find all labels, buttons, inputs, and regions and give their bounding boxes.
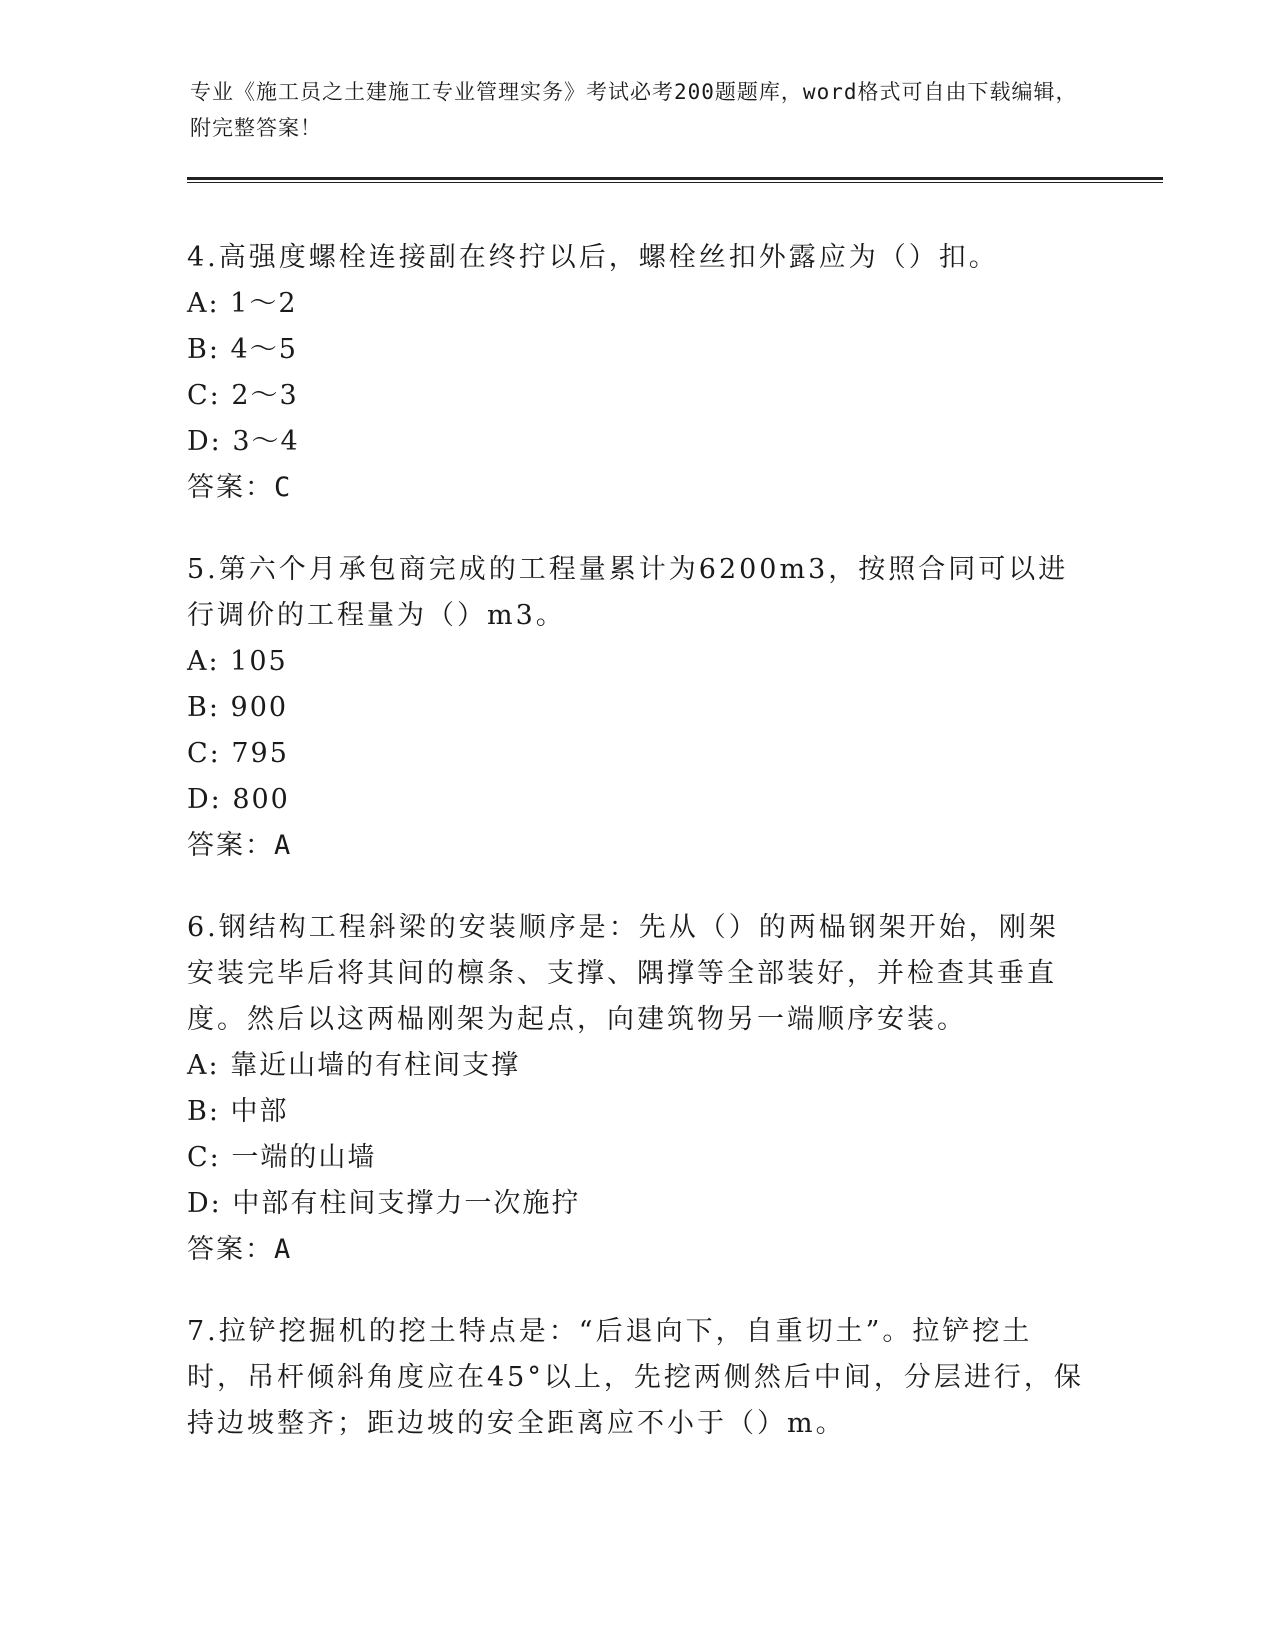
document-header: 专业《施工员之土建施工专业管理实务》考试必考200题题库，word格式可自由下载编辑，附完整答案！: [190, 80, 1078, 140]
option-a: A: 靠近山墙的有柱间支撑: [187, 1050, 521, 1081]
option-b: B: 4～5: [187, 334, 298, 365]
question-4: [187, 235, 1087, 511]
option-c: C: 一端的山墙: [187, 1142, 377, 1173]
option-c: C: 795: [187, 738, 289, 769]
question-stem: 5.第六个月承包商完成的工程量累计为6200m3，按照合同可以进行调价的工程量为（）m3。: [187, 554, 1069, 631]
option-d: D: 中部有柱间支撑力一次施拧: [187, 1188, 581, 1219]
answer-line: 答案：A: [187, 830, 293, 861]
question-7: [187, 1309, 1087, 1447]
header-divider: [187, 177, 1163, 180]
header-divider-thin: [187, 182, 1163, 183]
question-list: [187, 235, 1087, 1483]
option-d: D: 3～4: [187, 426, 300, 457]
question-stem: 6.钢结构工程斜梁的安装顺序是：先从（）的两榀钢架开始，刚架安装完毕后将其间的檩条、支撑、隅撑等全部装好，并检查其垂直度。然后以这两榀刚架为起点，向建筑物另一端顺序安装。: [187, 912, 1059, 1035]
option-c: C: 2～3: [187, 380, 299, 411]
answer-line: 答案：A: [187, 1234, 293, 1265]
option-d: D: 800: [187, 784, 290, 815]
answer-line: 答案：C: [187, 472, 293, 503]
question-6: [187, 905, 1087, 1273]
option-a: A: 105: [187, 646, 288, 677]
option-b: B: 中部: [187, 1096, 289, 1127]
option-a: A: 1～2: [187, 288, 298, 319]
question-stem: 4.高强度螺栓连接副在终拧以后，螺栓丝扣外露应为（）扣。: [187, 242, 999, 273]
question-5: [187, 547, 1087, 869]
option-b: B: 900: [187, 692, 289, 723]
question-stem: 7.拉铲挖掘机的挖土特点是：“后退向下，自重切土”。拉铲挖土时，吊杆倾斜角度应在45°以上，先挖两侧然后中间，分层进行，保持边坡整齐；距边坡的安全距离应不小于（）m。: [187, 1316, 1084, 1439]
